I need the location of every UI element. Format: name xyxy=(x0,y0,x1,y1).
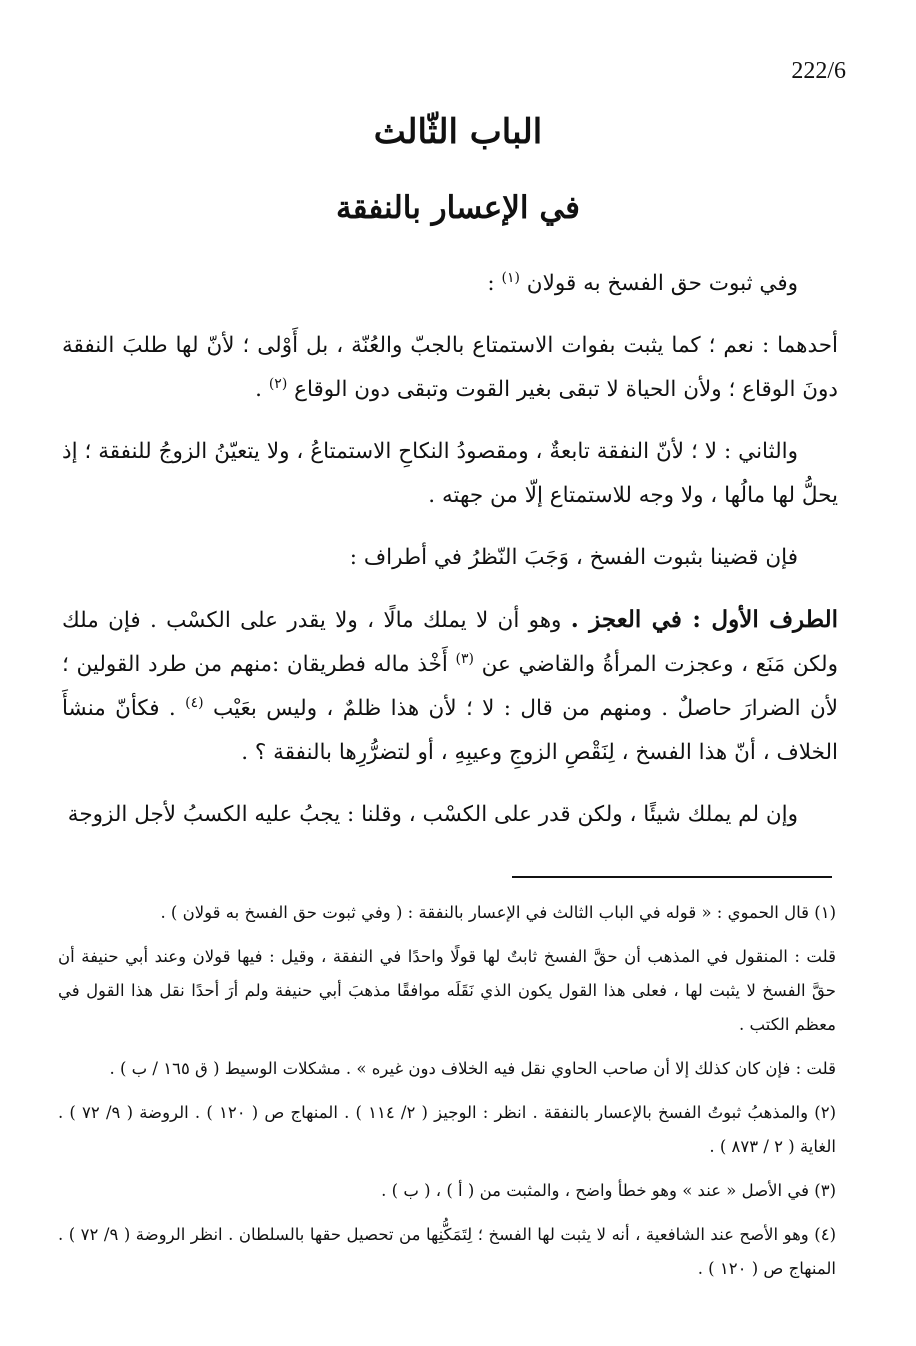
paragraph-second-opinion: والثاني : لا ؛ لأنّ النفقة تابعةٌ ، ومقصودُ النكاحِ الاستمتاعُ ، ولا يتعيّنُ الزوجُ للنفقة ؛ إذ يحلُّ لها مالُها ، ولا وجه للاستمتاع إلّا من جهته . xyxy=(62,439,838,508)
intro-end: : xyxy=(487,271,502,296)
intro-text: وفي ثبوت حق الفسخ به قولان xyxy=(526,271,798,296)
first-aspect-text-c: . فكأنّ منشأَ الخلاف ، أنّ هذا الفسخ ، لِنَقْصِ الزوجِ وعيبِهِ ، أو لتضرُّرِها بالنفقة ؟ . xyxy=(62,696,838,765)
page-number: 222/6 xyxy=(791,58,846,84)
footnote-3: (٣) في الأصل « عند » وهو خطأ واضح ، والمثبت من ( أ ) ، ( ب ) . xyxy=(381,1181,836,1200)
first-aspect-text-b: أَخْذ ماله فطريقان :منهم من طرد القولين ؛ لأن الضرارَ حاصلٌ . ومنهم من قال : لا ؛ لأن هذا ظلمٌ ، وليس بعَيْب xyxy=(62,652,839,721)
intro-paragraph xyxy=(62,262,838,306)
paragraph-aspects: فإن قضينا بثبوت الفسخ ، وَجَبَ النّظرُ في أطراف : xyxy=(349,545,798,570)
footnote-ref-2: (٢) xyxy=(268,375,288,392)
chapter-title: الباب الثّالث xyxy=(373,112,543,152)
footnotes xyxy=(58,896,836,1296)
footnote-1-comment-b: قلت : فإن كان كذلك إلا أن صاحب الحاوي نقل فيه الخلاف دون غيره » . مشكلات الوسيط ( ق ١٦٥ / ب ) . xyxy=(109,1059,836,1078)
first-aspect-heading: الطرف الأول : في العجز . xyxy=(570,606,838,633)
first-opinion-text: أحدهما : نعم ؛ كما يثبت بفوات الاستمتاع بالجبّ والعُنّة ، بل أَوْلى ؛ لأنّ لها طلبَ النفقة دونَ الوقاع ؛ ولأن الحياة لا تبقى بغير القوت وتبقى دون الوقاع xyxy=(62,333,838,402)
paragraph-first-aspect xyxy=(62,598,838,775)
first-aspect-text-a: وهو أن لا يملك مالًا ، ولا يقدر على الكسْب . فإن ملك ولكن مَنَع ، وعجزت المرأةُ والقاضي عن xyxy=(62,608,838,677)
footnote-1: (١) قال الحموي : « قوله في الباب الثالث في الإعسار بالنفقة : ( وفي ثبوت حق الفسخ به قولان ) . xyxy=(160,903,836,922)
paragraph-earning: وإن لم يملك شيئًا ، ولكن قدر على الكسْب ، وقلنا : يجبُ عليه الكسبُ لأجل الزوجة xyxy=(67,802,798,827)
footnote-4: (٤) وهو الأصح عند الشافعية ، أنه لا يثبت لها الفسخ ؛ لِتَمَكُّنِها من تحصيل حقها بالسلطان . انظر الروضة ( ٩/ ٧٢ ) . المنهاج ص ( ١٢٠ ) . xyxy=(58,1225,837,1278)
first-opinion-end: . xyxy=(255,377,269,402)
main-text xyxy=(62,262,838,851)
footnote-separator xyxy=(512,876,832,878)
footnote-ref-3: (٣) xyxy=(455,650,474,667)
paragraph-first-opinion xyxy=(62,324,838,412)
chapter-subtitle: في الإعسار بالنفقة xyxy=(336,190,580,226)
footnote-ref-1: (١) xyxy=(501,269,520,286)
footnote-2: (٢) والمذهبُ ثبوتُ الفسخ بالإعسار بالنفقة . انظر : الوجيز ( ٢/ ١١٤ ) . المنهاج ص ( ١٢٠ ) . الروضة ( ٩/ ٧٢ ) . الغاية ( ٢ / ٨٧٣ ) . xyxy=(58,1103,836,1156)
footnote-ref-4: (٤) xyxy=(185,694,204,711)
footnote-1-comment-a: قلت : المنقول في المذهب أن حقَّ الفسخ ثابتٌ لها قولًا واحدًا في النفقة ، وقيل : فيها قولان وعند أبي حنيفة أن حقَّ الفسخ لا يثبت لها ، فعلى هذا القول يكون الذي نَقَلَه موافقًا مذهبَ أبي حنيفة ولم أرَ أحدًا نقل هذا القول في معظم الكتب . xyxy=(58,947,836,1034)
